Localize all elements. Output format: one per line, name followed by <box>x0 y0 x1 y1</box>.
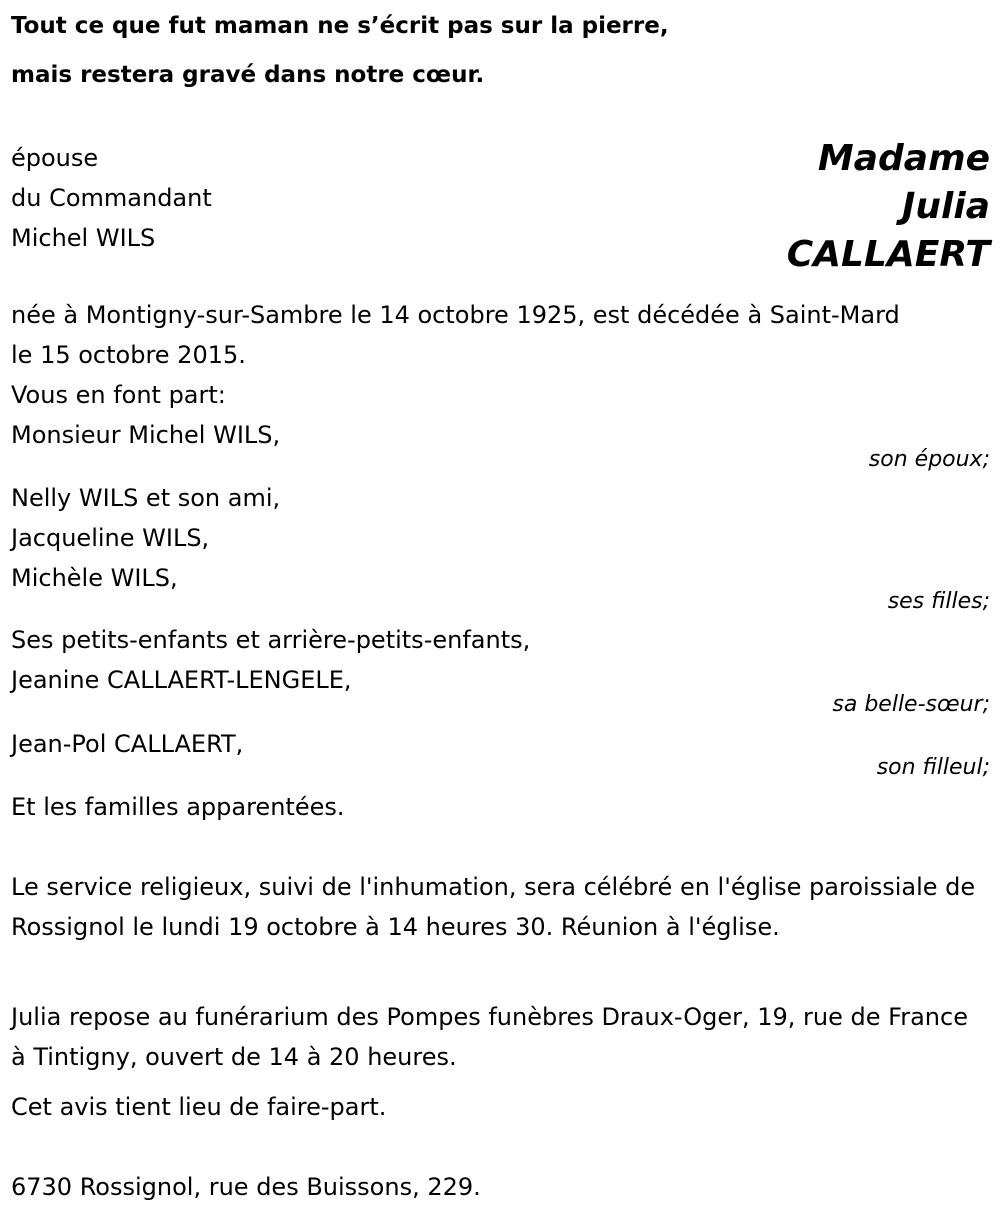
family-sister-in-law: Jeanine CALLAERT-LENGELE, <box>11 666 352 694</box>
service-paragraph: Le service religieux, suivi de l'inhumation, sera célébré en l'église paroissiale de Rossignol le lundi 19 octobre à 14 heures 30. Réunion à l'église. <box>11 873 976 941</box>
notice-paragraph: Cet avis tient lieu de faire-part. <box>11 1093 387 1121</box>
family-daughter-3: Michèle WILS, <box>11 564 178 592</box>
birth-death-line-1: née à Montigny-sur-Sambre le 14 octobre 1925, est décédée à Saint-Mard <box>11 301 900 329</box>
spouse-info-line-2: du Commandant <box>11 184 212 212</box>
family-daughter-2: Jacqueline WILS, <box>11 524 210 552</box>
deceased-first-name: Julia <box>902 186 990 227</box>
family-grandchildren: Ses petits-enfants et arrière-petits-enfants, <box>11 626 531 654</box>
husband-relation: son époux; <box>868 447 990 472</box>
family-daughter-1: Nelly WILS et son ami, <box>11 484 281 512</box>
deceased-title: Madame <box>817 138 990 179</box>
godson-relation: son filleul; <box>876 755 990 780</box>
spouse-info-line-1: épouse <box>11 144 99 172</box>
quote-line-2: mais restera gravé dans notre cœur. <box>11 62 485 88</box>
deceased-last-name: CALLAERT <box>786 234 990 275</box>
family-husband: Monsieur Michel WILS, <box>11 421 281 449</box>
birth-death-line-2: le 15 octobre 2015. <box>11 341 246 369</box>
spouse-info <box>11 138 212 258</box>
quote-line-1: Tout ce que fut maman ne s’écrit pas sur la pierre, <box>11 13 669 39</box>
daughters-relation: ses filles; <box>887 589 990 614</box>
address-line: 6730 Rossignol, rue des Buissons, 229. <box>11 1173 481 1201</box>
family-godson: Jean-Pol CALLAERT, <box>11 730 244 758</box>
announce-intro: Vous en font part: <box>11 381 226 409</box>
deceased-name <box>787 135 990 279</box>
funerarium-paragraph: Julia repose au funérarium des Pompes funèbres Draux-Oger, 19, rue de France à Tintigny, ouvert de 14 à 20 heures. <box>11 1003 968 1071</box>
sister-in-law-relation: sa belle-sœur; <box>832 692 990 717</box>
family-related: Et les familles apparentées. <box>11 793 345 821</box>
spouse-info-line-3: Michel WILS <box>11 224 156 252</box>
